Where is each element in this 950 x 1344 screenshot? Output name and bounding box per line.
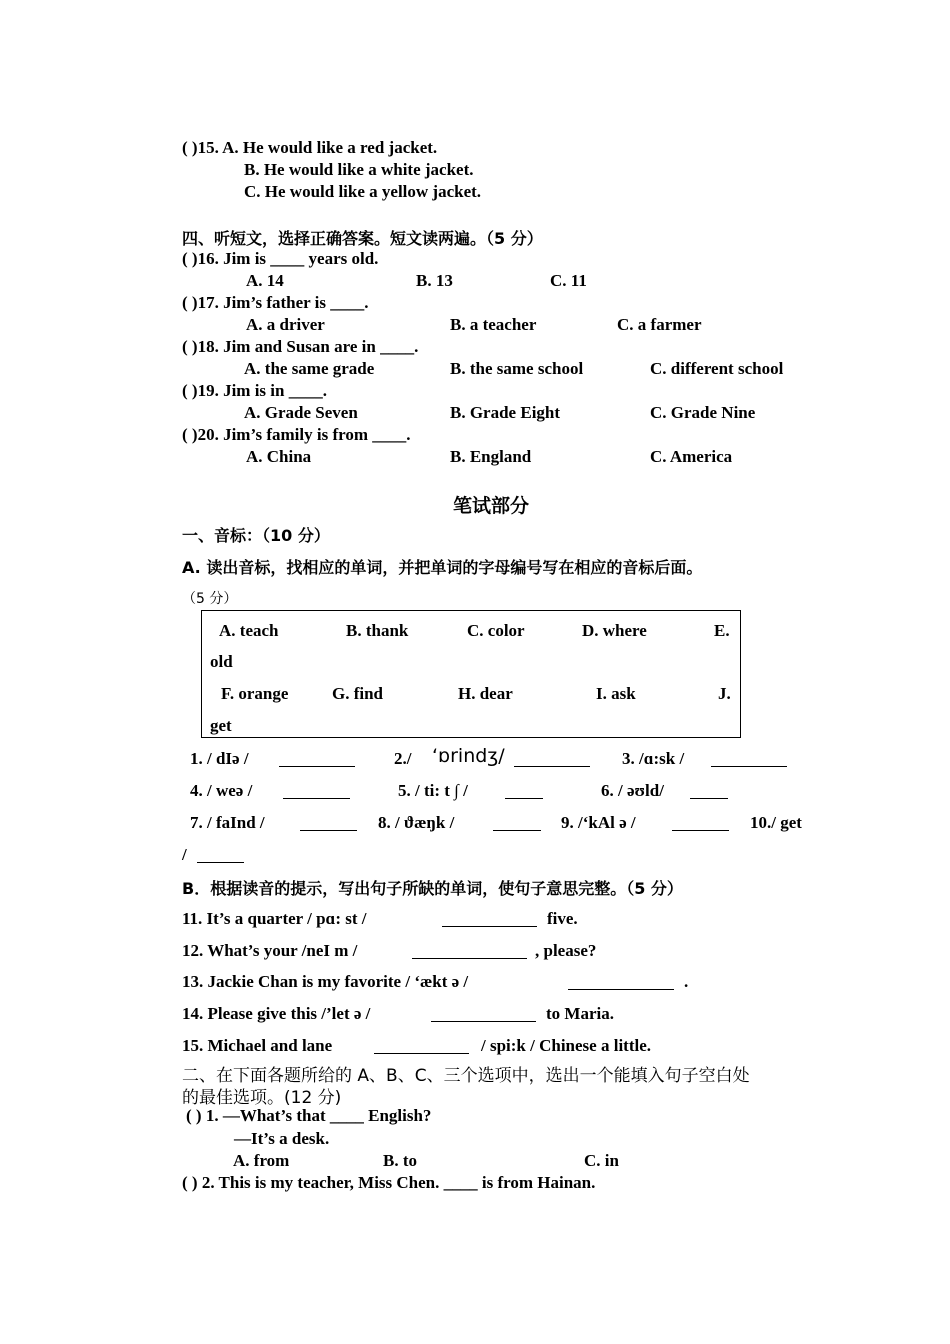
word-a: A. teach — [219, 621, 279, 640]
section-heading-choice: 二、在下面各题所给的 A、B、C、三个选项中，选出一个能填入句子空白处 — [182, 1066, 750, 1086]
option-b: B. He would like a white jacket. — [244, 160, 474, 179]
option-a: A. 14 — [246, 271, 284, 290]
option-c: C. He would like a yellow jacket. — [244, 182, 482, 201]
answer-blank[interactable] — [568, 975, 674, 990]
phonetic-8: 8. / ϑæŋk / — [378, 813, 455, 832]
sentence-13-end: . — [684, 972, 689, 991]
answer-blank[interactable] — [283, 784, 350, 799]
question-18: ( )18. Jim and Susan are in ____. — [182, 337, 419, 356]
option-a: A. Grade Seven — [244, 403, 358, 422]
option-b: B. a teacher — [450, 315, 537, 334]
word-h: H. dear — [458, 684, 513, 703]
option-a: A. China — [246, 447, 312, 466]
option-a: A. a driver — [246, 315, 325, 334]
sentence-14: 14. Please give this /’let ə / — [182, 1004, 371, 1023]
option-b: B. 13 — [416, 271, 453, 290]
phonetic-1: 1. / dIə / — [190, 749, 249, 768]
option-c: C. America — [650, 447, 733, 466]
phonetic-6: 6. / əʊld/ — [601, 781, 664, 800]
phonetic-9: 9. /‘kAl ə / — [561, 813, 636, 832]
option-b: B. the same school — [450, 359, 584, 378]
q15-line — [182, 138, 437, 158]
word-i: I. ask — [596, 684, 636, 703]
phonetic-2-ipa: ‘ɒrindʒ/ — [432, 745, 505, 767]
option-a: A. the same grade — [244, 359, 375, 378]
option-b: B. England — [450, 447, 532, 466]
answer-blank[interactable] — [505, 784, 543, 799]
section-heading-phonetics: 一、音标：（10 分） — [182, 526, 330, 545]
question-16: ( )16. Jim is ____ years old. — [182, 249, 379, 268]
answer-blank[interactable] — [514, 752, 590, 767]
section-heading-part4: 四、听短文，选择正确答案。短文读两遍。（5 分） — [182, 229, 543, 248]
sentence-11-end: five. — [547, 909, 578, 928]
answer-blank[interactable] — [431, 1007, 536, 1022]
option-c: C. a farmer — [617, 315, 702, 334]
part-b-heading: B．根据读音的提示，写出句子所缺的单词，使句子意思完整。（5 分） — [182, 879, 683, 898]
word-e: old — [210, 652, 233, 671]
phonetic-7: 7. / faInd / — [190, 813, 265, 832]
option-b: B. Grade Eight — [450, 403, 561, 422]
choice-question-2: ( ) 2. This is my teacher, Miss Chen. ____ is from Hainan. — [182, 1173, 596, 1192]
answer-blank[interactable] — [374, 1039, 469, 1054]
phonetic-10: 10./ get — [750, 813, 802, 832]
word-d: D. where — [582, 621, 647, 640]
question-number: ( )15. — [182, 138, 219, 157]
part-a-heading: A. 读出音标，找相应的单词，并把单词的字母编号写在相应的音标后面。 — [182, 558, 703, 577]
question-19: ( )19. Jim is in ____. — [182, 381, 327, 400]
option-c: C. in — [584, 1151, 619, 1170]
answer-blank[interactable] — [672, 816, 729, 831]
option-b: B. to — [383, 1151, 417, 1170]
sentence-12-end: , please? — [535, 941, 597, 960]
option-c: C. 11 — [550, 271, 587, 290]
word-c: C. color — [467, 621, 525, 640]
section-heading-choice-cont: 的最佳选项。(12 分) — [182, 1088, 342, 1108]
answer-blank[interactable] — [442, 912, 537, 927]
sentence-15: 15. Michael and lane — [182, 1036, 333, 1055]
answer-blank[interactable] — [711, 752, 787, 767]
sentence-15-end: / spi:k / Chinese a little. — [481, 1036, 652, 1055]
choice-question-1: ( ) 1. —What’s that ____ English? — [186, 1106, 432, 1125]
phonetic-2: 2./ — [394, 749, 412, 768]
sentence-11: 11. It’s a quarter / pɑ: st / — [182, 909, 367, 928]
question-17: ( )17. Jim’s father is ____. — [182, 293, 369, 312]
answer-blank[interactable] — [300, 816, 357, 831]
word-j-label: J. — [718, 684, 731, 703]
phonetic-4: 4. / weə / — [190, 781, 253, 800]
answer-blank[interactable] — [412, 944, 527, 959]
question-20: ( )20. Jim’s family is from ____. — [182, 425, 411, 444]
part-a-points: （5 分） — [182, 591, 238, 607]
word-b: B. thank — [346, 621, 409, 640]
phonetic-10-wrap: / — [182, 845, 187, 864]
answer-blank[interactable] — [197, 848, 244, 863]
option-a: A. He would like a red jacket. — [222, 138, 438, 157]
answer-blank[interactable] — [690, 784, 728, 799]
sentence-14-end: to Maria. — [546, 1004, 614, 1023]
choice-reply: —It’s a desk. — [234, 1129, 330, 1148]
phonetic-3: 3. /ɑ:sk / — [622, 749, 685, 768]
answer-blank[interactable] — [279, 752, 355, 767]
phonetic-5: 5. / ti: t ∫ / — [398, 781, 468, 800]
answer-blank[interactable] — [493, 816, 541, 831]
option-c: C. different school — [650, 359, 784, 378]
option-a: A. from — [233, 1151, 290, 1170]
sentence-13: 13. Jackie Chan is my favorite / ‘ækt ə / — [182, 972, 469, 991]
word-j: get — [210, 716, 232, 735]
word-e-label: E. — [714, 621, 730, 640]
sentence-12: 12. What’s your /neI m / — [182, 941, 358, 960]
page-title: 笔试部分 — [453, 495, 530, 517]
word-f: F. orange — [221, 684, 289, 703]
word-g: G. find — [332, 684, 384, 703]
option-c: C. Grade Nine — [650, 403, 756, 422]
